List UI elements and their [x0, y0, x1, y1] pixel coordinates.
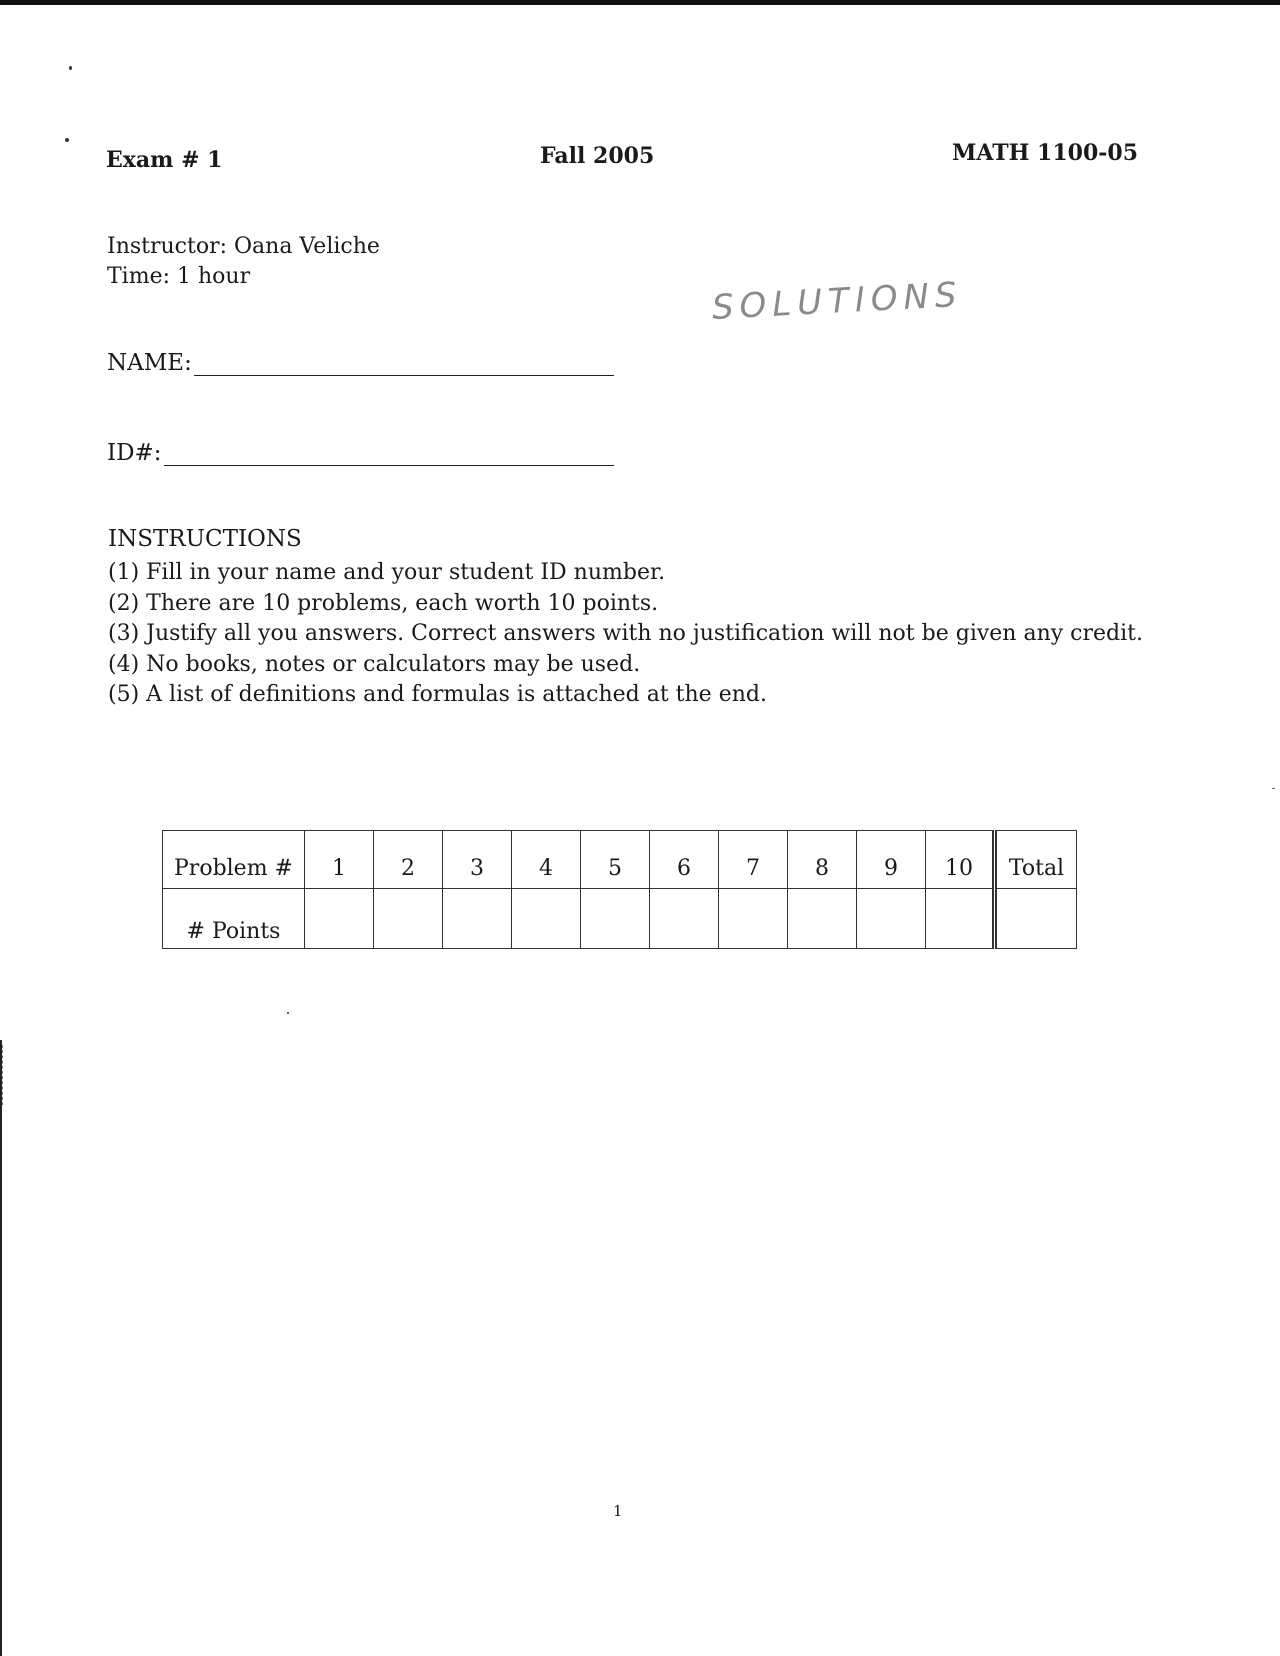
- points-row: [163, 889, 1077, 949]
- problem-number-cell: 1: [305, 831, 374, 889]
- instruction-item: (4) No books, notes or calculators may be used.: [108, 651, 641, 677]
- problem-number-cell: 10: [926, 831, 995, 889]
- problem-number-cell: 2: [374, 831, 443, 889]
- points-cell[interactable]: [788, 889, 857, 949]
- points-cell[interactable]: [926, 889, 995, 949]
- instruction-item: (3) Justify all you answers. Correct answers with no justification will not be given any credit.: [108, 621, 1143, 646]
- solutions-handwritten-stamp: SOLUTIONS: [710, 274, 964, 328]
- id-blank-line[interactable]: [164, 445, 614, 466]
- problem-number-cell: 6: [650, 831, 719, 889]
- total-points-cell[interactable]: [995, 889, 1077, 949]
- page-number: 1: [613, 1502, 623, 1520]
- course-code: MATH 1100-05: [952, 140, 1139, 166]
- name-field[interactable]: [107, 350, 614, 376]
- points-cell[interactable]: [443, 889, 512, 949]
- points-row-header: # Points: [163, 889, 305, 949]
- scan-left-edge-dash: [2, 1045, 4, 1105]
- id-field[interactable]: [107, 440, 614, 466]
- points-cell[interactable]: [650, 889, 719, 949]
- score-table: [162, 830, 1077, 949]
- name-label: NAME:: [107, 350, 192, 376]
- scan-speck: [69, 66, 72, 70]
- problem-row: [163, 831, 1077, 889]
- problem-number-cell: 8: [788, 831, 857, 889]
- exam-term: Fall 2005: [540, 143, 655, 169]
- exam-title: Exam # 1: [106, 147, 223, 173]
- scan-speck: [287, 1012, 289, 1014]
- instruction-item: (2) There are 10 problems, each worth 10 points.: [108, 590, 659, 616]
- points-cell[interactable]: [857, 889, 926, 949]
- points-cell[interactable]: [305, 889, 374, 949]
- instructions-list: [108, 558, 1143, 711]
- problem-number-cell: 4: [512, 831, 581, 889]
- problem-row-header: Problem #: [163, 831, 305, 889]
- id-label: ID#:: [107, 440, 162, 466]
- points-cell[interactable]: [719, 889, 788, 949]
- problem-number-cell: 3: [443, 831, 512, 889]
- total-header-cell: Total: [995, 831, 1077, 889]
- instruction-item: (5) A list of definitions and formulas is attached at the end.: [108, 682, 767, 707]
- scan-speck: [1272, 788, 1275, 789]
- problem-number-cell: 9: [857, 831, 926, 889]
- points-cell[interactable]: [512, 889, 581, 949]
- problem-number-cell: 7: [719, 831, 788, 889]
- name-blank-line[interactable]: [194, 355, 614, 376]
- scan-top-border: [0, 0, 1280, 5]
- instructions-heading: INSTRUCTIONS: [108, 526, 302, 552]
- scan-speck: [65, 138, 69, 142]
- problem-number-cell: 5: [581, 831, 650, 889]
- points-cell[interactable]: [581, 889, 650, 949]
- time-line: Time: 1 hour: [107, 264, 251, 289]
- instructor-line: Instructor: Oana Veliche: [107, 234, 380, 259]
- scan-left-edge: [0, 1040, 2, 1656]
- instruction-item: (1) Fill in your name and your student ID number.: [108, 560, 666, 585]
- points-cell[interactable]: [374, 889, 443, 949]
